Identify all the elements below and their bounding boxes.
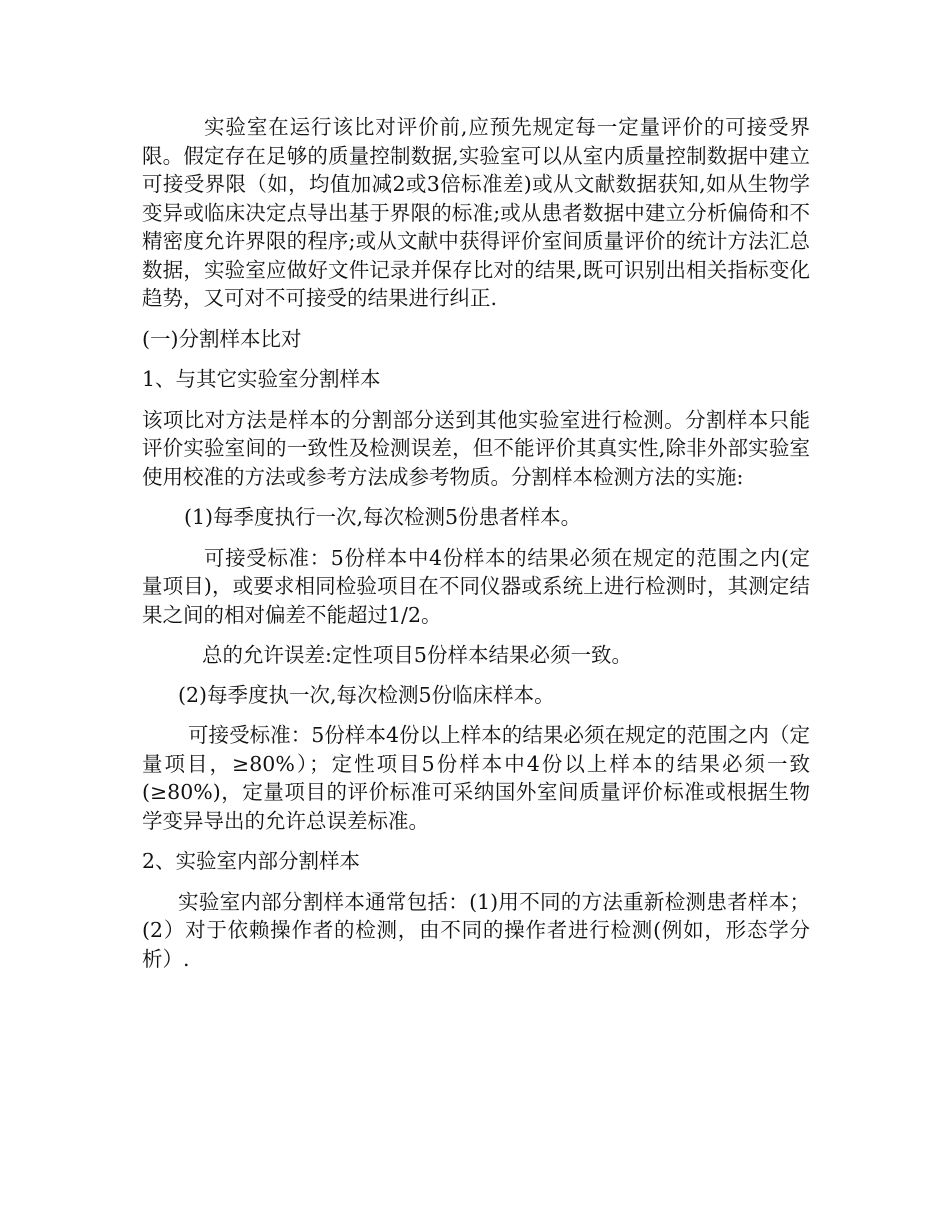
paragraph-total-allowable-error: 总的允许误差:定性项目5份样本结果必须一致。 xyxy=(202,643,632,667)
paragraph-external-split-method: 该项比对方法是样本的分割部分送到其他实验室进行检测。分割样本只能评价实验室间的一致性及检测误差，但不能评价其真实性,除非外部实验室使用校准的方法或参考方法成参考物质。分割样本检测方法的实施: xyxy=(142,407,810,489)
paragraph-item-1-frequency: (1)每季度执行一次,每次检测5份患者样本。 xyxy=(184,505,582,529)
document-body xyxy=(142,113,810,973)
paragraph-item-2-frequency: (2)每季度执一次,每次检测5份临床样本。 xyxy=(178,682,555,707)
paragraph-internal-split-sample: 实验室内部分割样本通常包括：(1)用不同的方法重新检测患者样本；(2）对于依赖操作者的检测，由不同的操作者进行检测(例如，形态学分析）. xyxy=(142,889,810,971)
paragraph-acceptance-limits: 实验室在运行该比对评价前,应预先规定每一定量评价的可接受界限。假定存在足够的质量控制数据,实验室可以从室内质量控制数据中建立可接受界限（如，均值加减2或3倍标准差)或从文献数据获知,如从生物学变异或临床决定点导出基于界限的标准;或从患者数据中建立分析偏倚和不精密度允许界限的程序;或从文献中获得评价室间质量评价的统计方法汇总数据，实验室应做好文件记录并保存比对的结果,既可识别出相关指标变化趋势，又可对不可接受的结果进行纠正. xyxy=(142,115,810,310)
heading-external-split-sample: 1、与其它实验室分割样本 xyxy=(142,367,381,391)
heading-split-sample-comparison: (一)分割样本比对 xyxy=(142,326,302,351)
paragraph-item-1-acceptance: 可接受标准：5份样本中4份样本的结果必须在规定的范围之内(定量项目)，或要求相同检验项目在不同仪器或系统上进行检测时，其测定结果之间的相对偏差不能超过1/2。 xyxy=(142,545,810,627)
heading-internal-split-sample: 2、实验室内部分割样本 xyxy=(142,849,361,873)
paragraph-item-2-acceptance: 可接受标准：5份样本4份以上样本的结果必须在规定的范围之内（定量项目，≥80%）；定性项目5份样本中4份以上样本的结果必须一致(≥80%)，定量项目的评价标准可采纳国外室间质量评价标准或根据生物学变异导出的允许总误差标准。 xyxy=(142,723,810,833)
